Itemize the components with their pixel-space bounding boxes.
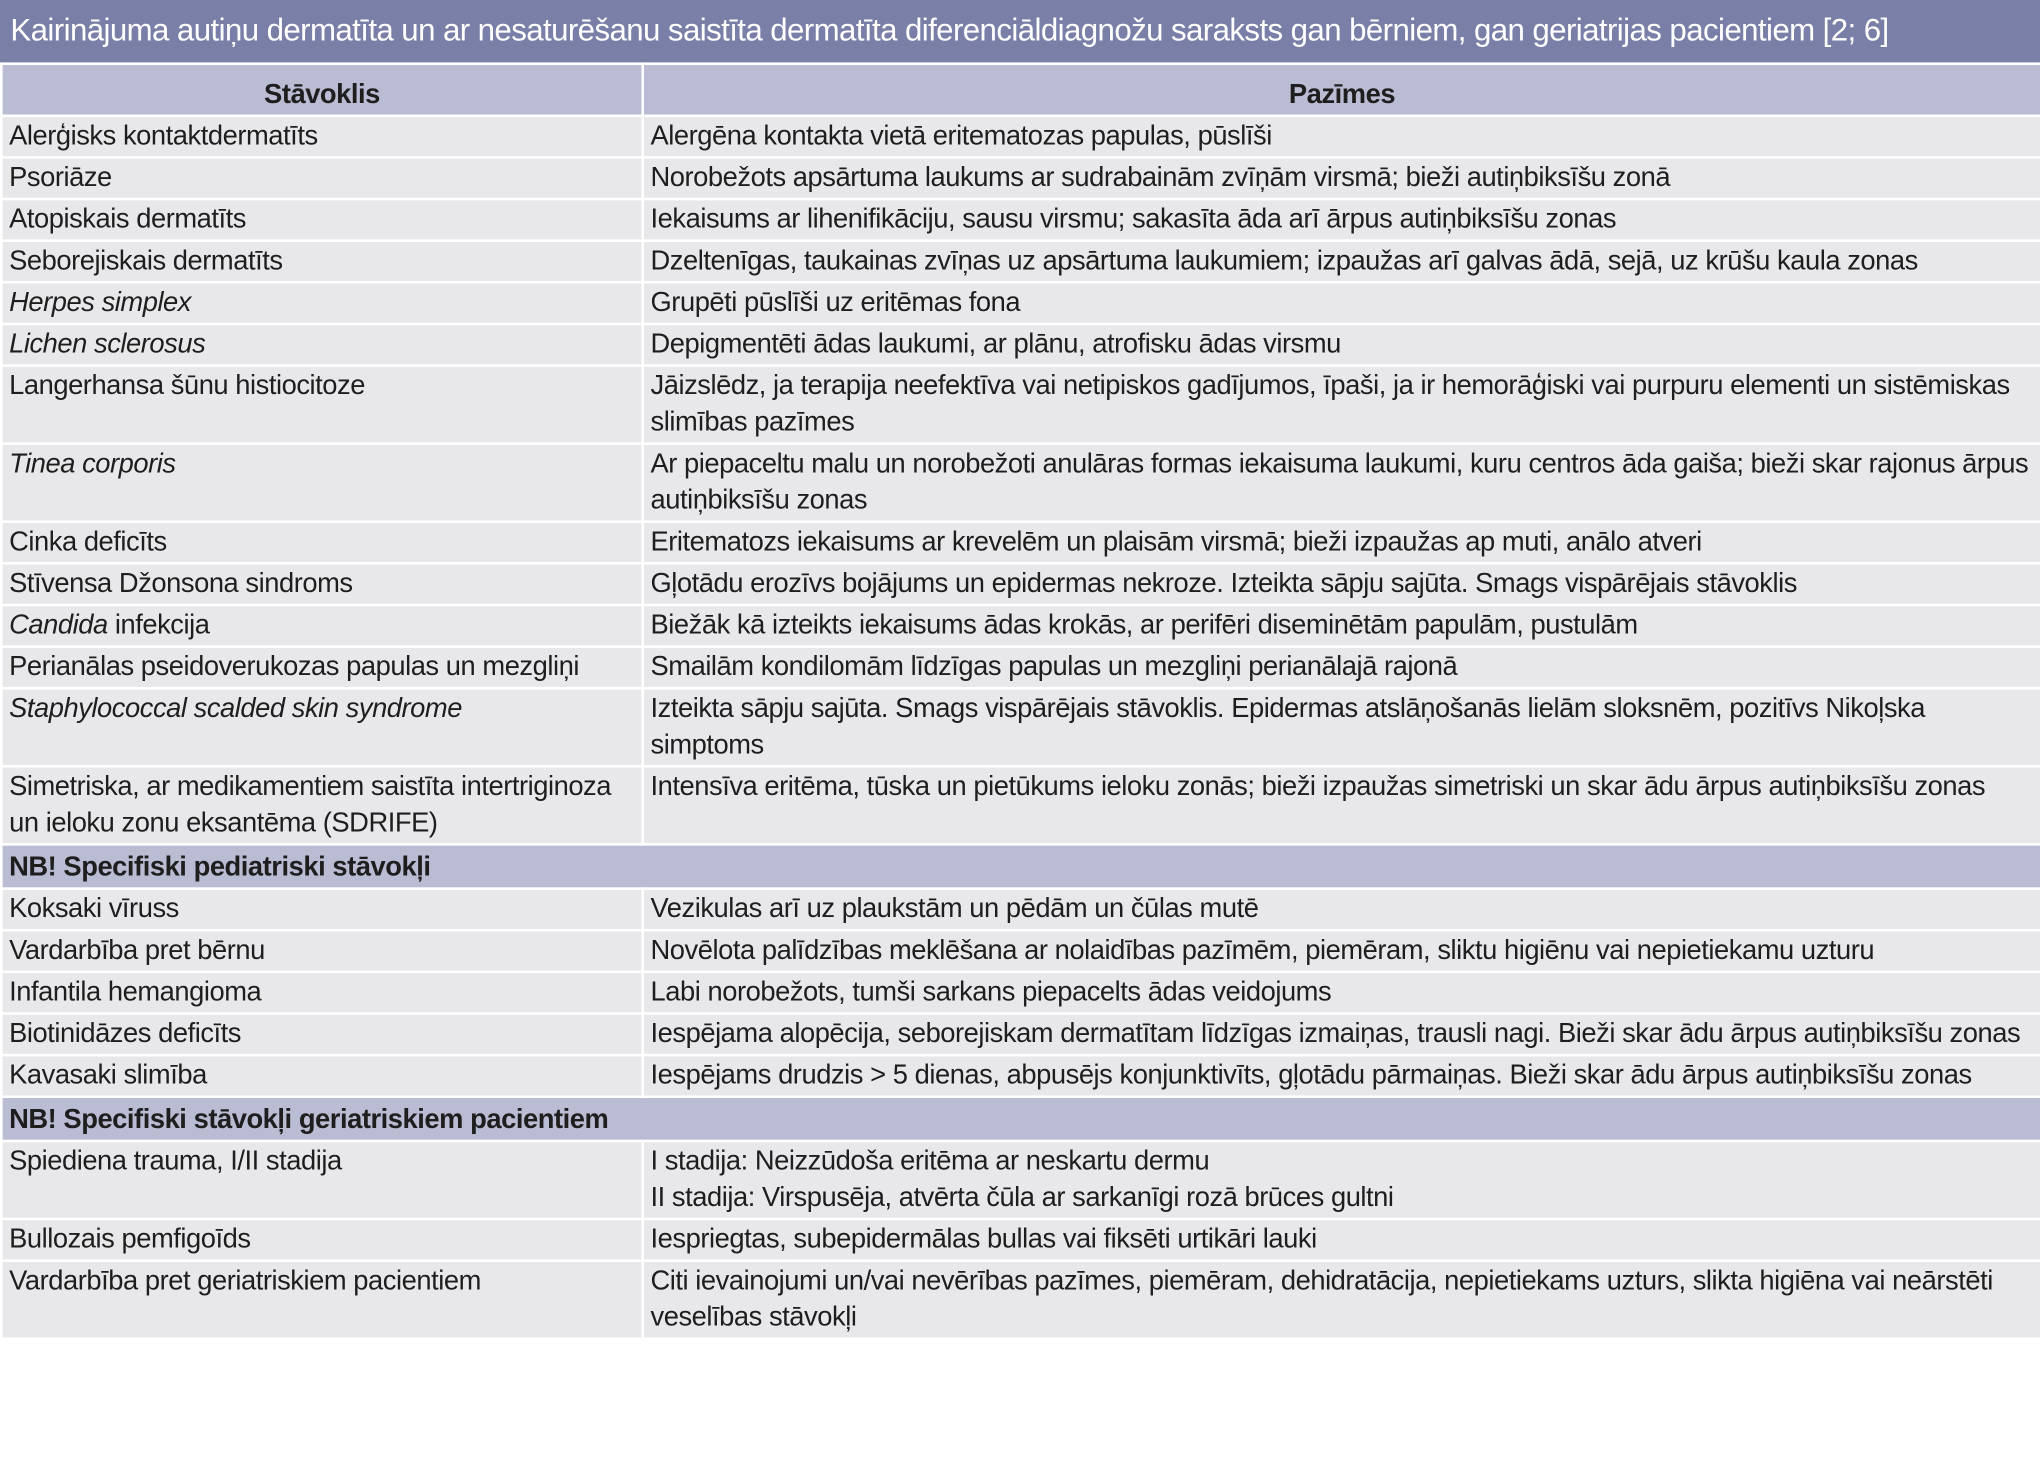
signs-cell: Smailām kondilomām līdzīgas papulas un mezgliņi perianālajā rajonā <box>643 647 2040 689</box>
table-row <box>1 157 2040 199</box>
table-row <box>1 366 2040 444</box>
signs-cell: Eritematozs iekaisums ar krevelēm un plaisām virsmā; bieži izpaužas ap muti, anālo atveri <box>643 522 2040 564</box>
column-header-condition: Stāvoklis <box>1 64 642 116</box>
condition-cell: Stīvensa Džonsona sindroms <box>1 563 642 605</box>
signs-cell: Izteikta sāpju sajūta. Smags vispārējais stāvoklis. Epidermas atslāņošanās lielām sloksnēm, pozitīvs Nikoļska simptoms <box>643 688 2040 766</box>
condition-cell: Psoriāze <box>1 157 642 199</box>
condition-cell: Staphylococcal scalded skin syndrome <box>1 688 642 766</box>
signs-line: II stadija: Virspusēja, atvērta čūla ar sarkanīgi rozā brūces gultni <box>650 1182 1394 1213</box>
condition-cell: Koksaki vīruss <box>1 889 642 931</box>
signs-cell: Jāizslēdz, ja terapija neefektīva vai netipiskos gadījumos, īpaši, ja ir hemorāģiski vai purpuru elementi un sistēmiskas slimības pazīmes <box>643 366 2040 444</box>
signs-cell: Novēlota palīdzības meklēšana ar nolaidības pazīmēm, piemēram, sliktu higiēnu vai nepietiekamu uzturu <box>643 930 2040 972</box>
signs-cell: Intensīva eritēma, tūska un pietūkums ieloku zonās; bieži izpaužas simetriski un skar ādu ārpus autiņbiksīšu zonas <box>643 766 2040 844</box>
section-header-pediatric <box>1 844 2040 888</box>
table-header-row <box>1 64 2040 116</box>
condition-cell: Seborejiskais dermatīts <box>1 241 642 283</box>
table-row <box>1 1219 2040 1261</box>
table-row <box>1 1055 2040 1097</box>
signs-line: I stadija: Neizzūdoša eritēma ar neskartu dermu <box>650 1146 1210 1177</box>
signs-cell: Dzeltenīgas, taukainas zvīņas uz apsārtuma laukumiem; izpaužas arī galvas ādā, sejā, uz krūšu kaula zonas <box>643 241 2040 283</box>
signs-cell: Vezikulas arī uz plaukstām un pēdām un čūlas mutē <box>643 889 2040 931</box>
signs-cell: Norobežots apsārtuma laukums ar sudrabainām zvīņām virsmā; bieži autiņbiksīšu zonā <box>643 157 2040 199</box>
condition-cell: Vardarbība pret bērnu <box>1 930 642 972</box>
signs-cell <box>643 1141 2040 1219</box>
table-row <box>1 324 2040 366</box>
condition-cell: Spiediena trauma, I/II stadija <box>1 1141 642 1219</box>
condition-cell: Cinka deficīts <box>1 522 642 564</box>
table-caption: Kairinājuma autiņu dermatīta un ar nesaturēšanu saistīta dermatīta diferenciāldiagnožu saraksts gan bērniem, gan geriatrijas pacientiem [2; 6] <box>0 0 2040 62</box>
condition-cell: Langerhansa šūnu histiocitoze <box>1 366 642 444</box>
table-row <box>1 972 2040 1014</box>
condition-cell: Bullozais pemfigoīds <box>1 1219 642 1261</box>
condition-cell: Alerģisks kontaktdermatīts <box>1 116 642 158</box>
table-row <box>1 199 2040 241</box>
table-row <box>1 563 2040 605</box>
condition-cell: Kavasaki slimība <box>1 1055 642 1097</box>
condition-cell: Vardarbība pret geriatriskiem pacientiem <box>1 1261 642 1339</box>
signs-cell: Labi norobežots, tumši sarkans piepacelts ādas veidojums <box>643 972 2040 1014</box>
signs-cell: Grupēti pūslīši uz eritēmas fona <box>643 282 2040 324</box>
section-header-geriatric <box>1 1097 2040 1141</box>
table-row <box>1 889 2040 931</box>
table-row <box>1 1013 2040 1055</box>
table-row <box>1 930 2040 972</box>
section-title: NB! Specifiski stāvokļi geriatriskiem pacientiem <box>1 1097 2040 1141</box>
table-row <box>1 1261 2040 1339</box>
differential-diagnosis-table <box>0 62 2040 1340</box>
signs-cell: Iespējama alopēcija, seborejiskam dermatītam līdzīgas izmaiņas, trausli nagi. Bieži skar ādu ārpus autiņbiksīšu zonas <box>643 1013 2040 1055</box>
condition-cell: Simetriska, ar medikamentiem saistīta intertriginoza un ieloku zonu eksantēma (SDRIFE) <box>1 766 642 844</box>
signs-cell: Depigmentēti ādas laukumi, ar plānu, atrofisku ādas virsmu <box>643 324 2040 366</box>
condition-cell: Lichen sclerosus <box>1 324 642 366</box>
table-row <box>1 766 2040 844</box>
condition-cell <box>1 605 642 647</box>
table-row <box>1 241 2040 283</box>
table-row <box>1 605 2040 647</box>
signs-cell: Gļotādu erozīvs bojājums un epidermas nekroze. Izteikta sāpju sajūta. Smags vispārējais stāvoklis <box>643 563 2040 605</box>
table-row <box>1 1141 2040 1219</box>
condition-rest-part: infekcija <box>107 610 210 641</box>
condition-cell: Infantila hemangioma <box>1 972 642 1014</box>
column-header-signs: Pazīmes <box>643 64 2040 116</box>
signs-cell: Ar piepaceltu malu un norobežoti anulāras formas iekaisuma laukumi, kuru centros āda gaiša; bieži skar rajonus ārpus autiņbiksīšu zonas <box>643 444 2040 522</box>
signs-cell: Alergēna kontakta vietā eritematozas papulas, pūslīši <box>643 116 2040 158</box>
condition-cell: Tinea corporis <box>1 444 642 522</box>
condition-cell: Perianālas pseidoverukozas papulas un mezgliņi <box>1 647 642 689</box>
table-row <box>1 522 2040 564</box>
table-row <box>1 282 2040 324</box>
section-title: NB! Specifiski pediatriski stāvokļi <box>1 844 2040 888</box>
signs-cell: Citi ievainojumi un/vai nevērības pazīmes, piemēram, dehidratācija, nepietiekams uzturs, slikta higiēna vai neārstēti veselības stāvokļi <box>643 1261 2040 1339</box>
table-row <box>1 647 2040 689</box>
signs-cell: Iespējams drudzis > 5 dienas, abpusējs konjunktivīts, gļotādu pārmaiņas. Bieži skar ādu ārpus autiņbiksīšu zonas <box>643 1055 2040 1097</box>
table-row <box>1 116 2040 158</box>
condition-italic-part: Candida <box>9 610 108 641</box>
signs-cell: Biežāk kā izteikts iekaisums ādas krokās, ar perifēri diseminētām papulām, pustulām <box>643 605 2040 647</box>
signs-cell: Iekaisums ar lihenifikāciju, sausu virsmu; sakasīta āda arī ārpus autiņbiksīšu zonas <box>643 199 2040 241</box>
signs-cell: Iespriegtas, subepidermālas bullas vai fiksēti urtikāri lauki <box>643 1219 2040 1261</box>
condition-cell: Herpes simplex <box>1 282 642 324</box>
table-row <box>1 688 2040 766</box>
table-row <box>1 444 2040 522</box>
condition-cell: Atopiskais dermatīts <box>1 199 642 241</box>
condition-cell: Biotinidāzes deficīts <box>1 1013 642 1055</box>
